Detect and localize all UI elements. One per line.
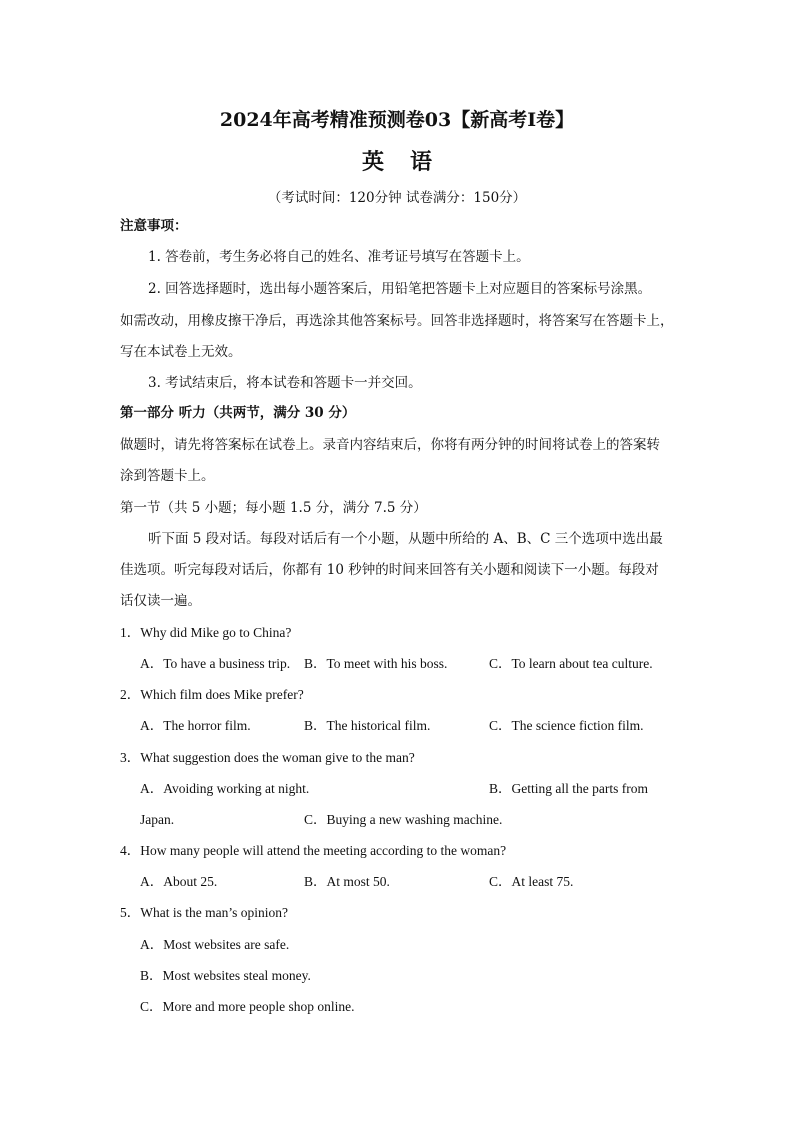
question-2-option-a: A．The horror film. <box>140 718 251 733</box>
note-item-3: 3. 考试结束后，将本试卷和答题卡一并交回。 <box>148 375 422 391</box>
question-3-option-a: A．Avoiding working at night. <box>140 781 310 796</box>
subject-heading <box>0 145 794 176</box>
page-title: 2024年高考精准预测卷03【新高考I卷】 <box>219 109 575 131</box>
subject-char-2: 语 <box>410 149 433 175</box>
question-1-option-b: B．To meet with his boss. <box>304 656 448 671</box>
question-1-stem: 1．Why did Mike go to China? <box>120 625 292 640</box>
question-3-option-b-line-1: B．Getting all the parts from <box>489 781 648 796</box>
question-3-option-c: C．Buying a new washing machine. <box>304 812 503 827</box>
section1-line-3: 话仅读一遍。 <box>120 593 201 609</box>
exam-info: （考试时间：120分钟 试卷满分：150分） <box>267 190 527 206</box>
note-item-2-line-3: 写在本试卷上无效。 <box>120 344 242 360</box>
question-4-stem: 4．How many people will attend the meeting according to the woman? <box>120 843 507 858</box>
question-5-option-b: B．Most websites steal money. <box>140 968 311 983</box>
question-5-option-c: C．More and more people shop online. <box>140 999 355 1014</box>
note-item-2-line-1: 2. 回答选择题时，选出每小题答案后，用铅笔把答题卡上对应题目的答案标号涂黑。 <box>148 281 652 297</box>
subject-char-1: 英 <box>361 149 384 175</box>
section1-line-1: 听下面 5 段对话。每段对话后有一个小题，从题中所给的 A、B、C 三个选项中选出最 <box>148 531 663 547</box>
question-2-option-c: C．The science fiction film. <box>489 718 644 733</box>
question-2-option-b: B．The historical film. <box>304 718 431 733</box>
question-5-option-a: A．Most websites are safe. <box>140 937 290 952</box>
section1-line-2: 佳选项。听完每段对话后，你都有 10 秒钟的时间来回答有关小题和阅读下一小题。每段对 <box>120 562 659 578</box>
question-1-option-a: A．To have a business trip. <box>140 656 291 671</box>
note-item-2-line-2: 如需改动，用橡皮擦干净后，再选涂其他答案标号。回答非选择题时，将答案写在答题卡上， <box>120 313 674 329</box>
question-3-option-b-line-2: Japan. <box>140 812 175 827</box>
part1-instruction-line-2: 涂到答题卡上。 <box>120 468 215 484</box>
question-1-option-c: C．To learn about tea culture. <box>489 656 653 671</box>
question-4-option-b: B．At most 50. <box>304 874 390 889</box>
notes-heading: 注意事项： <box>120 218 188 234</box>
part1-instruction-line-1: 做题时，请先将答案标在试卷上。录音内容结束后，你将有两分钟的时间将试卷上的答案转 <box>120 437 660 453</box>
question-4-option-c: C．At least 75. <box>489 874 574 889</box>
question-4-option-a: A．About 25. <box>140 874 218 889</box>
question-5-stem: 5．What is the man’s opinion? <box>120 905 288 920</box>
question-2-stem: 2．Which film does Mike prefer? <box>120 687 304 702</box>
section1-heading: 第一节（共 5 小题；每小题 1.5 分，满分 7.5 分） <box>120 500 427 516</box>
note-item-1: 1. 答卷前，考生务必将自己的姓名、准考证号填写在答题卡上。 <box>148 249 530 265</box>
part1-heading: 第一部分 听力（共两节，满分 30 分） <box>120 405 356 421</box>
question-3-stem: 3．What suggestion does the woman give to the man? <box>120 750 415 765</box>
